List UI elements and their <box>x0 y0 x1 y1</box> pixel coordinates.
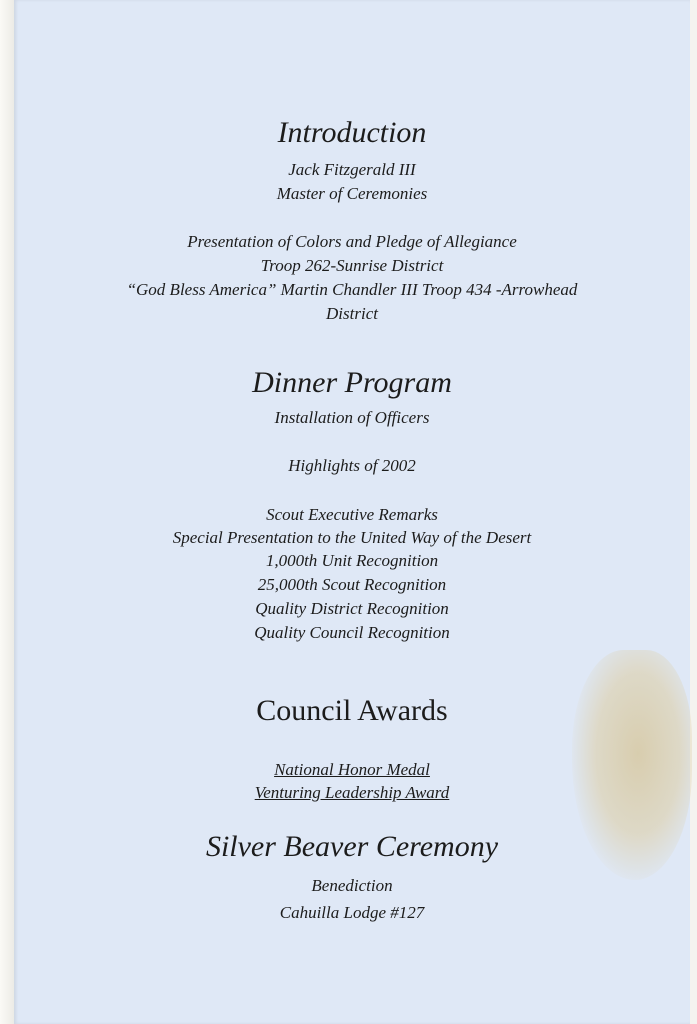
dinner-line-unit-recognition: 1,000th Unit Recognition <box>265 551 439 570</box>
intro-line-god-bless: “God Bless America” Martin Chandler III Troop 434 -Arrowhead <box>126 280 578 299</box>
intro-line-troop-262: Troop 262-Sunrise District <box>260 256 444 275</box>
dinner-line-officers: Installation of Officers <box>274 408 430 427</box>
dinner-line-council-recognition: Quality Council Recognition <box>254 623 450 642</box>
introduction-heading: Introduction <box>277 116 427 149</box>
award-venturing-leadership: Venturing Leadership Award <box>254 783 450 802</box>
dinner-program-heading: Dinner Program <box>252 366 452 399</box>
intro-line-mc-title: Master of Ceremonies <box>276 184 428 203</box>
intro-line-colors: Presentation of Colors and Pledge of Allegiance <box>187 232 517 251</box>
council-awards-heading: Council Awards <box>256 694 448 727</box>
dinner-line-district-recognition: Quality District Recognition <box>255 599 449 618</box>
closing-benediction: Benediction <box>311 876 393 895</box>
page-edge <box>0 0 14 1024</box>
dinner-line-remarks: Scout Executive Remarks <box>266 505 438 524</box>
closing-lodge: Cahuilla Lodge #127 <box>279 903 425 922</box>
intro-line-mc-name: Jack Fitzgerald III <box>288 160 416 179</box>
silver-beaver-heading: Silver Beaver Ceremony <box>205 830 499 863</box>
dinner-line-scout-recognition: 25,000th Scout Recognition <box>257 575 447 594</box>
dinner-line-highlights: Highlights of 2002 <box>288 456 416 475</box>
intro-line-district: District <box>326 304 378 323</box>
dinner-line-united-way: Special Presentation to the United Way of the Desert <box>172 528 532 547</box>
program-content <box>14 0 690 1024</box>
award-national-honor-medal: National Honor Medal <box>274 760 430 779</box>
